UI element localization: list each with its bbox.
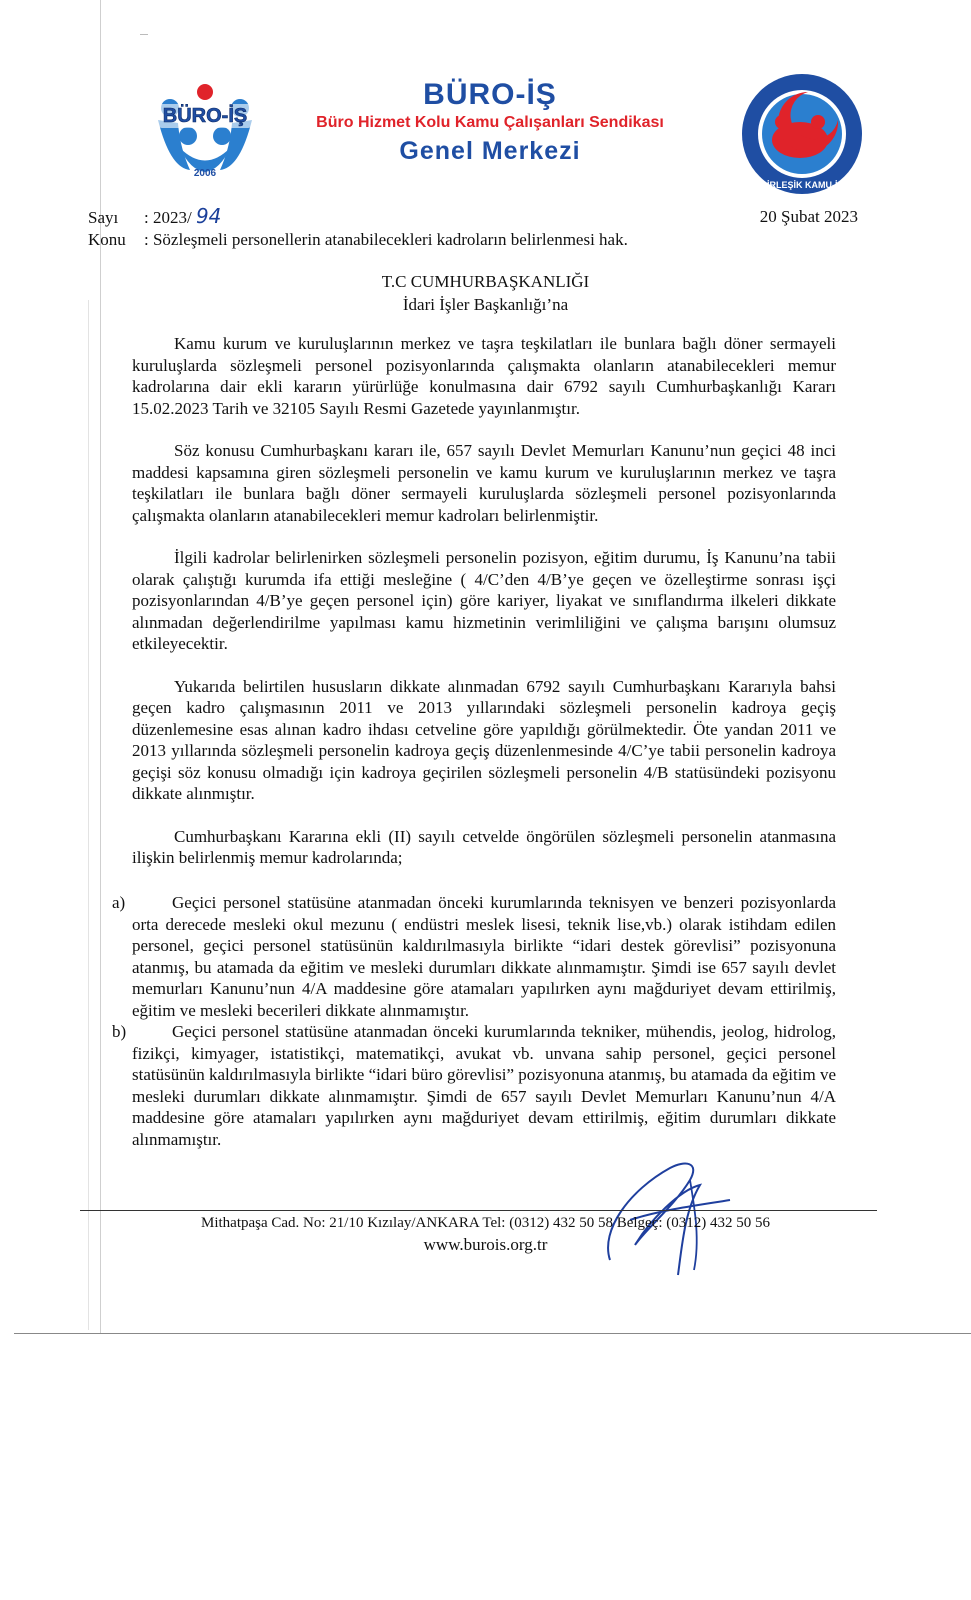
paragraph-5: Cumhurbaşkanı Kararına ekli (II) sayılı cetvelde öngörülen sözleşmeli personelin atanmasına ilişkin belirlenmiş memur kadrolarında; (132, 826, 836, 867)
letterhead (0, 70, 971, 210)
footer-address: Mithatpaşa Cad. No: 21/10 Kızılay/ANKARA Tel: (0312) 432 50 58 Belgeç: (0312) 432 50 56 (200, 1215, 771, 1231)
sayi-value: : 2023/ (144, 208, 192, 227)
scan-page-edge (14, 1333, 971, 1334)
sayi-row (88, 205, 858, 228)
paragraph-1: Kamu kurum ve kuruluşlarının merkez ve taşra teşkilatları ile bunlara bağlı döner sermayeli kuruluşlarda sözleşmeli personel pozisyonlarında çalışmakta olanların atanabilecekleri memur kadrolarına dair ekli kararın yürürlüğe konulmasına dair 6792 sayılı Cumhurbaşkanlığı Kararı 15.02.2023 Tarih ve 32105 Sayılı Resmi Gazetede yayınlanmıştır. (132, 334, 836, 418)
list-item-a (112, 892, 836, 1021)
list-text-a: Geçici personel statüsüne atanmadan önceki kurumlarında teknisyen ve benzeri pozisyonlarda orta derecede mesleki okul mezunu ( endüstri meslek lisesi, teknik lise,vb.) olarak istihdam edilen personel, geçici personel statüsünün kaldırılmasıyla birlikte “idari destek görevlisi” pozisyonuna atanmış, bu atamada da eğitim ve mesleki durumları dikkate alınmamıştır. Şimdi ise 657 sayılı devlet memurları Kanunu’nun 4/A maddesine göre atamaları yapılırken aynı mağduriyet devam ettirilmiş, eğitim ve mesleki becerileri dikkate alınmamıştır. (132, 893, 836, 1020)
letter-footer (0, 1212, 971, 1256)
org-unit: Genel Merkezi (399, 137, 581, 165)
paragraph-4: Yukarıda belirtilen hususların dikkate alınmadan 6792 sayılı Cumhurbaşkanı Kararıyla bahsi geçen kadro çalışmasının 2011 ve 2013 yıllarındaki sözleşmeli personelin kadroya geçiş düzenlemesine esas alınan kadro ihdası cetveline göre yapıldığı görülmektedir. Öte yandan 2011 ve 2013 yıllarında sözleşmeli personelin kadroya geçiş düzenlenmesinde 4/C’ye tabii personelin kadroya geçişi söz konusu olmadığı için kadroya geçirilen sözleşmeli personelin 4/B statüsündeki pozisyonu dikkate alınmıştır. (132, 676, 836, 803)
recipient-line-1: T.C CUMHURBAŞKANLIĞI (381, 272, 590, 291)
paragraph-3: İlgili kadrolar belirlenirken sözleşmeli personelin pozisyon, eğitim durumu, İş Kanunu’na tabii olarak çalıştığı kurumda ifa ettiği mesleğine ( 4/C’den 4/B’ye geçen ve özelleştirme sonrası işçi pozisyonlarından 4/B’ye geçen personel için) göre kariyer, liyakat ve sınıflandırma ilkeleri dikkate alınmadan değerlendirilme yapılması kamu hizmetinin verimliliğini ve çalışma barışını olumsuz etkileyecektir. (132, 548, 836, 653)
sayi-label: Sayı (88, 208, 119, 227)
letter-date: 20 Şubat 2023 (759, 207, 858, 226)
footer-divider (80, 1210, 877, 1211)
sayi-handwritten-number: 94 (195, 204, 222, 228)
recipient-line-2: İdari İşler Başkanlığı’na (402, 295, 569, 314)
letter-body (132, 333, 836, 890)
buro-is-logo (150, 78, 260, 178)
letter-list (112, 892, 836, 1150)
list-marker-b: b) (112, 1022, 127, 1041)
birlesik-kamu-is-logo (738, 70, 866, 198)
logo-right-text: BİRLEŞİK KAMU-İŞ (760, 180, 844, 190)
scan-mark (140, 34, 148, 35)
letter-meta (88, 205, 858, 251)
logo-left-text: BÜRO-İŞ (162, 105, 248, 127)
logo-left-year: 2006 (193, 168, 217, 178)
konu-row (88, 228, 858, 251)
org-full-name: Büro Hizmet Kolu Kamu Çalışanları Sendikası (316, 114, 664, 131)
scan-edge-left-faint (88, 300, 89, 1330)
recipient-block (0, 270, 971, 316)
footer-website[interactable]: www.burois.org.tr (423, 1235, 548, 1254)
paragraph-2: Söz konusu Cumhurbaşkanı kararı ile, 657 sayılı Devlet Memurları Kanunu’nun geçici 48 inci maddesi kapsamına giren sözleşmeli personelin ve kamu kurum ve kuruluşlarının merkez ve taşra teşkilatları ile bunlara bağlı döner sermayeli kuruluşlarda sözleşmeli personel pozisyonlarında çalışmakta olanların atanabilecekleri memur kadroları belirlenmiştir. (132, 441, 836, 525)
org-title-block (270, 78, 710, 168)
list-item-b (112, 1021, 836, 1150)
konu-label: Konu (88, 230, 126, 249)
list-text-b: Geçici personel statüsüne atanmadan önceki kurumlarında tekniker, mühendis, jeolog, hidrolog, fizikçi, kimyager, istatistikçi, matematikçi, avukat vb. unvana sahip personel, geçici personel statüsünün kaldırılmasıyla birlikte “idari büro görevlisi” pozisyonuna atanmış, bu atamada da eğitim ve mesleki durumları dikkate alınmamıştır. Şimdi de 657 sayılı Devlet Memurları Kanunu’nun 4/A maddesine göre atamaları yapılırken aynı mağduriyet devam ettirilmiş, eğitim durumları dikkate alınmamıştır. (132, 1022, 836, 1149)
org-name: BÜRO-İŞ (423, 78, 557, 111)
list-marker-a: a) (112, 893, 126, 912)
konu-value: : Sözleşmeli personellerin atanabilecekleri kadroların belirlenmesi hak. (144, 230, 628, 249)
